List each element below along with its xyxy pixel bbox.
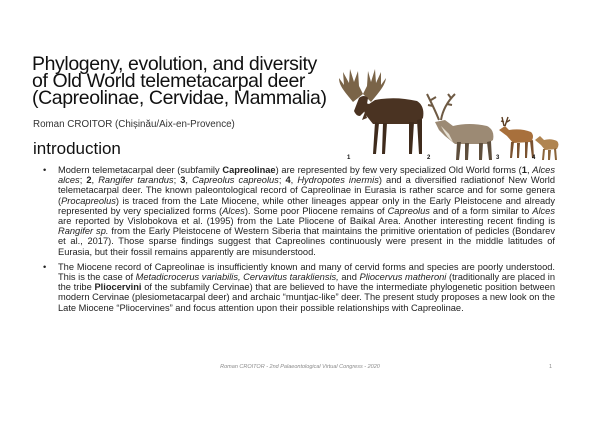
text-run: of the subfamily Cervinae) that are believed to have the intermediate phylogenetic position between modern Cervinae (plesiometacarpal deer) and archaic “muntjac-like” deer. The present study proposes a new look on the Late Miocene “Pliocervines” and focus attention upon their possible relationships with Capreolinae. (58, 282, 555, 313)
species-name: Pliocervus matheroni (359, 272, 447, 283)
text-run: ) are represented by few very specialized Old World forms ( (275, 165, 522, 175)
text-run: The Miocene record of Capreolinae is insufficiently known and many of cervid forms and species are poorly understood. This is the case of (58, 261, 555, 283)
figure-ref: 3 (180, 175, 186, 186)
bold-term: Pliocervini (94, 282, 142, 293)
figure-label-2: 2 (427, 155, 431, 160)
figure-label-1: 1 (347, 155, 351, 160)
bullet-marker: • (43, 165, 47, 175)
figure-label-4: 4 (532, 155, 536, 160)
text-run: ; (79, 175, 87, 186)
figure-ref: 2 (86, 175, 92, 186)
figure-ref: 1 (521, 165, 527, 175)
moose-figure (339, 69, 423, 154)
bullet-list (40, 165, 555, 313)
text-run: Modern telemetacarpal deer (subfamily (58, 165, 223, 175)
text-run: , (185, 175, 193, 186)
text-run: ; (173, 175, 181, 186)
roe-deer-figure (499, 117, 534, 158)
bullet-text (58, 165, 555, 257)
species-name: Alces alces (58, 165, 555, 186)
text-run: , (290, 175, 298, 186)
title-line-1: Phylogeny, evolution, and diversity (32, 53, 317, 75)
water-deer-figure (535, 136, 559, 160)
author-line: Roman CROITOR (Chișinău/Aix-en-Provence) (33, 119, 235, 130)
bold-term: Capreolinae (222, 165, 276, 175)
bullet-item (40, 165, 555, 257)
species-name: Rangifer tarandus (98, 175, 174, 186)
bullet-text (58, 262, 555, 313)
bullet-item (40, 262, 555, 313)
deer-illustration (335, 56, 560, 160)
text-run: from the Early Pleistocene of Western Siberia that maintains the primitive orientation of pedicles (Bondarev et al., 2017). Those sparse findings suggest that Capreolines continuously were present in the middle latitudes of Eurasia, but their fossil remains apparently are misunderstood. (58, 226, 555, 257)
text-run: , (91, 175, 99, 186)
text-run: and of a form similar to (429, 205, 533, 216)
title-line-3: (Capreolinae, Cervidae, Mammalia) (32, 87, 327, 109)
genus-name: Alces (222, 205, 245, 216)
page-number: 1 (549, 364, 553, 370)
figure-ref: 4 (285, 175, 291, 186)
text-run: (traditionally are placed in the tribe (58, 272, 555, 293)
text-run: ). Some poor Pliocene remains of (244, 205, 388, 216)
text-run: ) is traced from the Late Miocene, while other lineages appear only in the Early Pleistocene and already represented by very specialized forms ( (58, 195, 555, 216)
figure-label-3: 3 (496, 155, 500, 160)
genus-name: Capreolus (387, 205, 430, 216)
bullet-marker: • (43, 261, 47, 272)
genus-name: Alces (532, 205, 555, 216)
footer: Roman CROITOR - 2nd Palaeontological Virtual Congress - 2020 (220, 364, 380, 370)
text-run: are reported by Vislobokova et al. (1995) from the Late Pliocene of Baikal Area. Another interesting recent finding is (58, 216, 555, 227)
species-name: Metadicrocerus variabilis, Cervavitus tarakliensis, (135, 272, 339, 283)
section-heading: introduction (33, 139, 121, 158)
species-name: Hydropotes inermis (297, 175, 379, 186)
text-run: , (526, 165, 533, 175)
title-line-2: of Old World telemetacarpal deer (32, 70, 305, 92)
text-run: ; (278, 175, 286, 186)
reindeer-figure (427, 94, 493, 160)
text-run: ) and a diversified radiationof New World telemetacarpal deer. The known paleontological record of Capreolinae in Eurasia is rather scarce and for some genera ( (58, 175, 556, 206)
species-name: Capreolus capreolus (192, 175, 279, 186)
genus-name: Procapreolus (61, 195, 116, 206)
species-name: Rangifer sp. (58, 226, 109, 237)
slide-title (32, 53, 332, 109)
text-run: and (338, 272, 360, 283)
